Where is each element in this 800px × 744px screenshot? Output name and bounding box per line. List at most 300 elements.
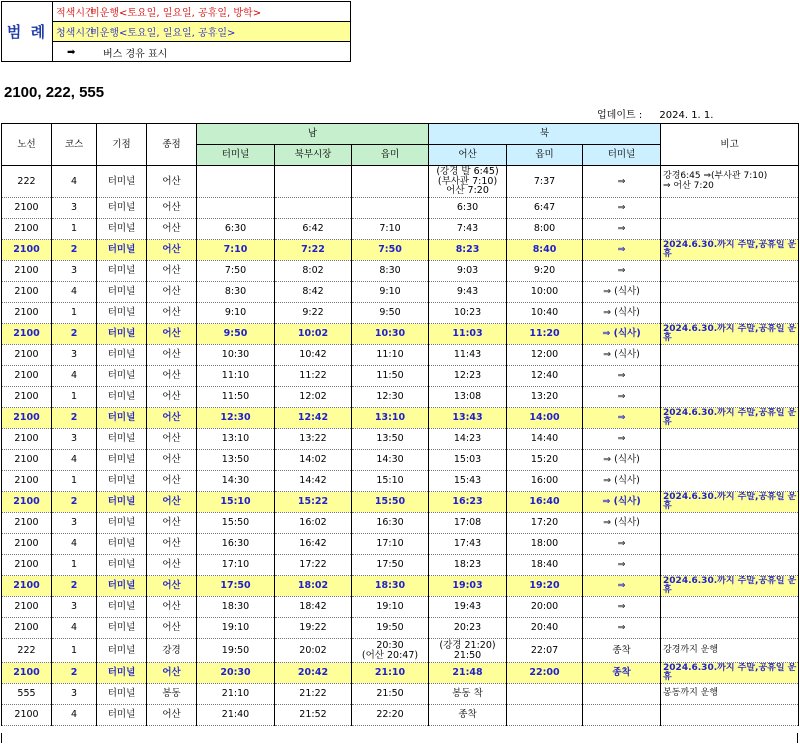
cell-course	[52, 639, 97, 663]
cell-south-market	[275, 471, 352, 492]
cell-north-eosan	[429, 450, 507, 471]
cell-text: 18:40	[530, 559, 559, 571]
cell-south-eupmi	[352, 684, 429, 705]
cell-origin	[97, 240, 147, 261]
table-row	[2, 534, 799, 555]
cell-south-terminal	[197, 345, 275, 366]
cell-text: 터미널	[107, 391, 136, 403]
cell-text: ⇒	[617, 265, 626, 277]
cell-text: 2	[70, 412, 78, 424]
cell-north-terminal	[583, 387, 661, 408]
cell-north-eupmi	[507, 166, 583, 198]
cell-text: 9:43	[456, 286, 479, 298]
cell-south-terminal	[197, 166, 275, 198]
cell-text: 11:10	[376, 349, 404, 361]
table-row	[2, 597, 799, 618]
cell-note	[661, 166, 799, 198]
cell-note	[661, 219, 799, 240]
cell-route	[2, 576, 52, 597]
cell-note	[661, 198, 799, 219]
cell-south-market	[275, 555, 352, 576]
cell-north-eupmi	[507, 408, 583, 429]
update-label: 업데이트 :	[597, 110, 643, 121]
cell-text: 1	[70, 391, 78, 403]
cell-text: 13:22	[299, 433, 327, 445]
cell-text: 2100	[14, 601, 39, 613]
legend-row-arrow	[53, 42, 350, 62]
cell-terminus	[147, 513, 197, 534]
cell-origin	[97, 408, 147, 429]
cell-south-eupmi	[352, 618, 429, 639]
legend-value: 미운행<토요일, 일요일, 공휴일>	[90, 28, 236, 39]
cell-text: 15:03	[453, 454, 482, 466]
cell-origin	[97, 513, 147, 534]
cell-north-terminal	[583, 166, 661, 198]
cell-north-eosan	[429, 219, 507, 240]
table-tail	[1, 733, 798, 743]
cell-text: 1	[70, 644, 78, 656]
cell-north-eosan	[429, 324, 507, 345]
cell-text: 20:02	[299, 644, 327, 656]
table-row	[2, 166, 799, 198]
cell-south-eupmi	[352, 324, 429, 345]
cell-note	[661, 597, 799, 618]
cell-south-market	[275, 261, 352, 282]
cell-terminus	[147, 219, 197, 240]
cell-text: 14:02	[299, 454, 327, 466]
update-date: 2024. 1. 1.	[659, 110, 714, 121]
header-terminus: 종점	[147, 124, 197, 166]
table-row	[2, 282, 799, 303]
cell-south-terminal	[197, 261, 275, 282]
cell-route	[2, 513, 52, 534]
cell-north-terminal	[583, 684, 661, 705]
cell-text: ⇒ (식사)	[602, 328, 641, 340]
route-title: 2100, 222, 555	[4, 84, 105, 101]
timetable	[1, 123, 799, 726]
header-north: 북	[429, 124, 661, 145]
cell-text: 2100	[13, 580, 40, 592]
cell-text: 12:30	[376, 391, 404, 403]
header-course: 코스	[52, 124, 97, 166]
cell-text: 터미널	[107, 286, 136, 298]
cell-origin	[97, 597, 147, 618]
cell-text: 2100	[13, 244, 40, 256]
cell-text: ⇒	[617, 433, 626, 445]
header-stop: 어산	[429, 145, 507, 166]
cell-text: 터미널	[107, 644, 136, 656]
cell-south-eupmi	[352, 450, 429, 471]
cell-text: 2100	[13, 328, 40, 340]
cell-text: 4	[70, 370, 78, 382]
cell-south-terminal	[197, 450, 275, 471]
cell-text: 20:42	[297, 667, 329, 679]
header-route: 노선	[2, 124, 52, 166]
cell-origin	[97, 684, 147, 705]
cell-text: 9:50	[223, 328, 248, 340]
table-row	[2, 705, 799, 726]
cell-text: 터미널	[107, 622, 136, 634]
cell-text: 2100	[14, 709, 39, 721]
cell-text: 13:50	[376, 433, 404, 445]
cell-text: ⇒ (식사)	[603, 307, 640, 319]
cell-north-eosan	[429, 282, 507, 303]
cell-text: 17:22	[299, 559, 327, 571]
cell-north-eupmi	[507, 555, 583, 576]
cell-text: 어산	[162, 175, 181, 187]
cell-south-eupmi	[352, 576, 429, 597]
cell-north-terminal	[583, 198, 661, 219]
cell-text: 10:42	[299, 349, 327, 361]
cell-route	[2, 282, 52, 303]
cell-text: 2024.6.30.까지 주말,공휴일 운휴	[663, 575, 797, 595]
cell-text: 7:37	[533, 175, 556, 187]
cell-text: 10:23	[453, 307, 482, 319]
cell-text: 15:10	[220, 496, 251, 508]
legend-row-blue	[53, 22, 350, 42]
cell-north-terminal	[583, 555, 661, 576]
cell-note	[661, 345, 799, 366]
cell-text: 21:52	[299, 709, 327, 721]
cell-route	[2, 198, 52, 219]
cell-text: 19:10	[376, 601, 404, 613]
cell-text: 9:20	[533, 265, 556, 277]
legend-key: 적색시간	[56, 8, 95, 19]
cell-text: ⇒	[617, 175, 626, 187]
cell-note	[661, 576, 799, 597]
cell-text: 16:02	[299, 517, 327, 529]
cell-south-market	[275, 366, 352, 387]
cell-text: 터미널	[107, 454, 136, 466]
cell-north-eosan	[429, 261, 507, 282]
cell-text: 8:42	[302, 286, 324, 298]
cell-route	[2, 303, 52, 324]
cell-text: 20:30 (어산 20:47)	[361, 640, 419, 661]
cell-text: 222	[17, 644, 36, 656]
cell-note	[661, 429, 799, 450]
table-row	[2, 555, 799, 576]
cell-text: 어산	[162, 454, 181, 466]
cell-south-market	[275, 303, 352, 324]
cell-text: 2024.6.30.까지 주말,공휴일 운휴	[663, 239, 797, 259]
cell-text: 18:30	[221, 601, 250, 613]
cell-course	[52, 576, 97, 597]
cell-north-eosan	[429, 513, 507, 534]
cell-text: 어산	[162, 622, 181, 634]
cell-text: 21:40	[221, 709, 250, 721]
cell-text: 어산	[162, 328, 181, 340]
cell-text: 18:30	[374, 580, 406, 592]
header-south: 남	[197, 124, 429, 145]
cell-text: 11:50	[221, 391, 250, 403]
cell-text: ⇒	[617, 580, 626, 592]
cell-south-terminal	[197, 366, 275, 387]
cell-text: 9:10	[379, 286, 401, 298]
cell-text: 22:00	[529, 667, 560, 679]
legend-title: 범 례	[2, 2, 53, 61]
cell-north-terminal	[583, 534, 661, 555]
cell-south-eupmi	[352, 198, 429, 219]
cell-note	[661, 366, 799, 387]
cell-origin	[97, 576, 147, 597]
cell-north-terminal	[583, 324, 661, 345]
cell-text: 2100	[14, 307, 39, 319]
cell-text: 어산	[162, 244, 181, 256]
cell-south-terminal	[197, 684, 275, 705]
cell-text: 터미널	[107, 559, 136, 571]
cell-note	[661, 261, 799, 282]
cell-south-market	[275, 492, 352, 513]
cell-text: 3	[70, 601, 78, 613]
cell-south-eupmi	[352, 705, 429, 726]
cell-note	[661, 618, 799, 639]
cell-south-eupmi	[352, 240, 429, 261]
cell-text: 11:20	[529, 328, 560, 340]
cell-course	[52, 408, 97, 429]
table-row	[2, 345, 799, 366]
cell-south-market	[275, 387, 352, 408]
cell-text: 종착	[612, 644, 631, 656]
cell-south-terminal	[197, 639, 275, 663]
table-row	[2, 513, 799, 534]
cell-text: 10:30	[221, 349, 250, 361]
cell-north-eupmi	[507, 282, 583, 303]
cell-text: 19:43	[453, 601, 482, 613]
cell-north-eosan	[429, 366, 507, 387]
cell-text: 15:50	[374, 496, 406, 508]
cell-text: 14:00	[529, 412, 560, 424]
cell-terminus	[147, 261, 197, 282]
cell-note	[661, 684, 799, 705]
cell-terminus	[147, 387, 197, 408]
cell-north-eupmi	[507, 597, 583, 618]
table-row	[2, 240, 799, 261]
cell-text: 어산	[162, 580, 181, 592]
cell-south-terminal	[197, 198, 275, 219]
header-stop: 터미널	[583, 145, 661, 166]
cell-south-market	[275, 240, 352, 261]
cell-text: 터미널	[107, 265, 136, 277]
cell-text: 19:50	[221, 644, 250, 656]
cell-south-terminal	[197, 555, 275, 576]
cell-origin	[97, 618, 147, 639]
cell-text: 21:48	[452, 667, 483, 679]
table-row	[2, 618, 799, 639]
cell-north-terminal	[583, 705, 661, 726]
cell-text: ⇒	[617, 622, 626, 634]
cell-text: 16:40	[529, 496, 560, 508]
cell-terminus	[147, 429, 197, 450]
cell-route	[2, 324, 52, 345]
cell-course	[52, 240, 97, 261]
cell-south-market	[275, 166, 352, 198]
cell-text: 터미널	[107, 688, 136, 700]
cell-north-terminal	[583, 597, 661, 618]
cell-text: 어산	[162, 265, 181, 277]
cell-course	[52, 705, 97, 726]
cell-route	[2, 684, 52, 705]
cell-text: 17:50	[376, 559, 404, 571]
cell-south-eupmi	[352, 303, 429, 324]
cell-text: 4	[70, 622, 78, 634]
cell-north-terminal	[583, 576, 661, 597]
cell-south-eupmi	[352, 492, 429, 513]
cell-text: 2100	[13, 496, 40, 508]
cell-text: 터미널	[107, 175, 136, 187]
cell-north-eupmi	[507, 534, 583, 555]
cell-origin	[97, 303, 147, 324]
cell-north-eosan	[429, 555, 507, 576]
cell-north-eosan	[429, 429, 507, 450]
cell-text: 9:22	[302, 307, 324, 319]
cell-south-eupmi	[352, 408, 429, 429]
cell-north-terminal	[583, 429, 661, 450]
cell-terminus	[147, 198, 197, 219]
cell-note	[661, 240, 799, 261]
legend-value: 미운행<토요일, 일요일, 공휴일, 방학>	[90, 8, 262, 19]
cell-text: 터미널	[107, 601, 136, 613]
cell-north-terminal	[583, 471, 661, 492]
cell-south-terminal	[197, 429, 275, 450]
cell-north-eupmi	[507, 387, 583, 408]
cell-south-terminal	[197, 597, 275, 618]
cell-route	[2, 166, 52, 198]
cell-text: 8:30	[224, 286, 247, 298]
cell-text: 터미널	[107, 517, 136, 529]
cell-north-eosan	[429, 597, 507, 618]
cell-south-market	[275, 324, 352, 345]
cell-south-eupmi	[352, 534, 429, 555]
cell-south-market	[275, 429, 352, 450]
cell-text: 20:00	[530, 601, 559, 613]
cell-text: 2100	[14, 538, 39, 550]
cell-text: 8:40	[532, 244, 557, 256]
cell-text: 2100	[14, 265, 39, 277]
cell-text: 봉동	[162, 688, 181, 700]
cell-text: 6:47	[533, 202, 556, 214]
cell-route	[2, 219, 52, 240]
cell-text: 14:30	[221, 475, 250, 487]
cell-text: ⇒	[617, 412, 626, 424]
cell-note	[661, 387, 799, 408]
cell-text: 10:02	[297, 328, 329, 340]
cell-north-eupmi	[507, 492, 583, 513]
cell-text: 2100	[14, 223, 39, 235]
cell-course	[52, 366, 97, 387]
cell-text: 15:22	[297, 496, 329, 508]
cell-terminus	[147, 345, 197, 366]
cell-north-eosan	[429, 166, 507, 198]
cell-note	[661, 408, 799, 429]
update-info	[597, 106, 713, 121]
cell-south-eupmi	[352, 282, 429, 303]
cell-text: 6:30	[456, 202, 479, 214]
cell-south-terminal	[197, 240, 275, 261]
cell-text: ⇒	[617, 391, 626, 403]
cell-north-eupmi	[507, 219, 583, 240]
cell-south-eupmi	[352, 471, 429, 492]
cell-terminus	[147, 597, 197, 618]
cell-south-terminal	[197, 576, 275, 597]
cell-origin	[97, 471, 147, 492]
table-row	[2, 471, 799, 492]
cell-course	[52, 597, 97, 618]
cell-course	[52, 534, 97, 555]
cell-course	[52, 198, 97, 219]
cell-route	[2, 387, 52, 408]
cell-text: ⇒	[617, 370, 626, 382]
table-row	[2, 639, 799, 663]
cell-text: 어산	[162, 202, 181, 214]
cell-text: 어산	[162, 391, 181, 403]
cell-text: 터미널	[107, 223, 136, 235]
cell-south-terminal	[197, 705, 275, 726]
cell-south-market	[275, 597, 352, 618]
cell-text: 18:02	[297, 580, 329, 592]
cell-south-market	[275, 408, 352, 429]
cell-text: (강경 21:20) 21:50	[439, 640, 496, 661]
cell-text: 13:08	[453, 391, 482, 403]
cell-text: 3	[70, 202, 78, 214]
cell-terminus	[147, 639, 197, 663]
cell-text: 터미널	[107, 667, 136, 679]
cell-route	[2, 240, 52, 261]
table-row	[2, 261, 799, 282]
header-stop: 읍미	[507, 145, 583, 166]
cell-north-eupmi	[507, 576, 583, 597]
cell-text: 1	[70, 307, 78, 319]
cell-text: 2100	[14, 349, 39, 361]
cell-north-eupmi	[507, 663, 583, 684]
table-row	[2, 429, 799, 450]
table-row	[2, 450, 799, 471]
cell-note	[661, 705, 799, 726]
cell-terminus	[147, 684, 197, 705]
cell-text: 터미널	[107, 202, 136, 214]
cell-note	[661, 324, 799, 345]
cell-south-terminal	[197, 282, 275, 303]
cell-north-eupmi	[507, 684, 583, 705]
cell-south-eupmi	[352, 639, 429, 663]
cell-north-terminal	[583, 282, 661, 303]
table-row	[2, 576, 799, 597]
cell-text: ⇒	[617, 244, 626, 256]
cell-north-eosan	[429, 639, 507, 663]
table-row	[2, 303, 799, 324]
cell-text: 9:10	[224, 307, 247, 319]
cell-origin	[97, 705, 147, 726]
cell-text: 20:23	[453, 622, 482, 634]
cell-text: 18:42	[299, 601, 327, 613]
cell-text: ⇒ (식사)	[603, 349, 640, 361]
cell-route	[2, 663, 52, 684]
cell-text: 7:43	[456, 223, 479, 235]
cell-text: 19:50	[376, 622, 404, 634]
cell-text: 15:10	[376, 475, 404, 487]
cell-text: 12:02	[299, 391, 327, 403]
table-row	[2, 219, 799, 240]
cell-text: 6:42	[302, 223, 324, 235]
cell-text: 10:30	[374, 328, 406, 340]
cell-south-terminal	[197, 408, 275, 429]
cell-note	[661, 513, 799, 534]
cell-course	[52, 450, 97, 471]
cell-terminus	[147, 555, 197, 576]
cell-origin	[97, 345, 147, 366]
cell-text: 터미널	[107, 370, 136, 382]
cell-south-market	[275, 705, 352, 726]
cell-text: ⇒	[617, 601, 626, 613]
